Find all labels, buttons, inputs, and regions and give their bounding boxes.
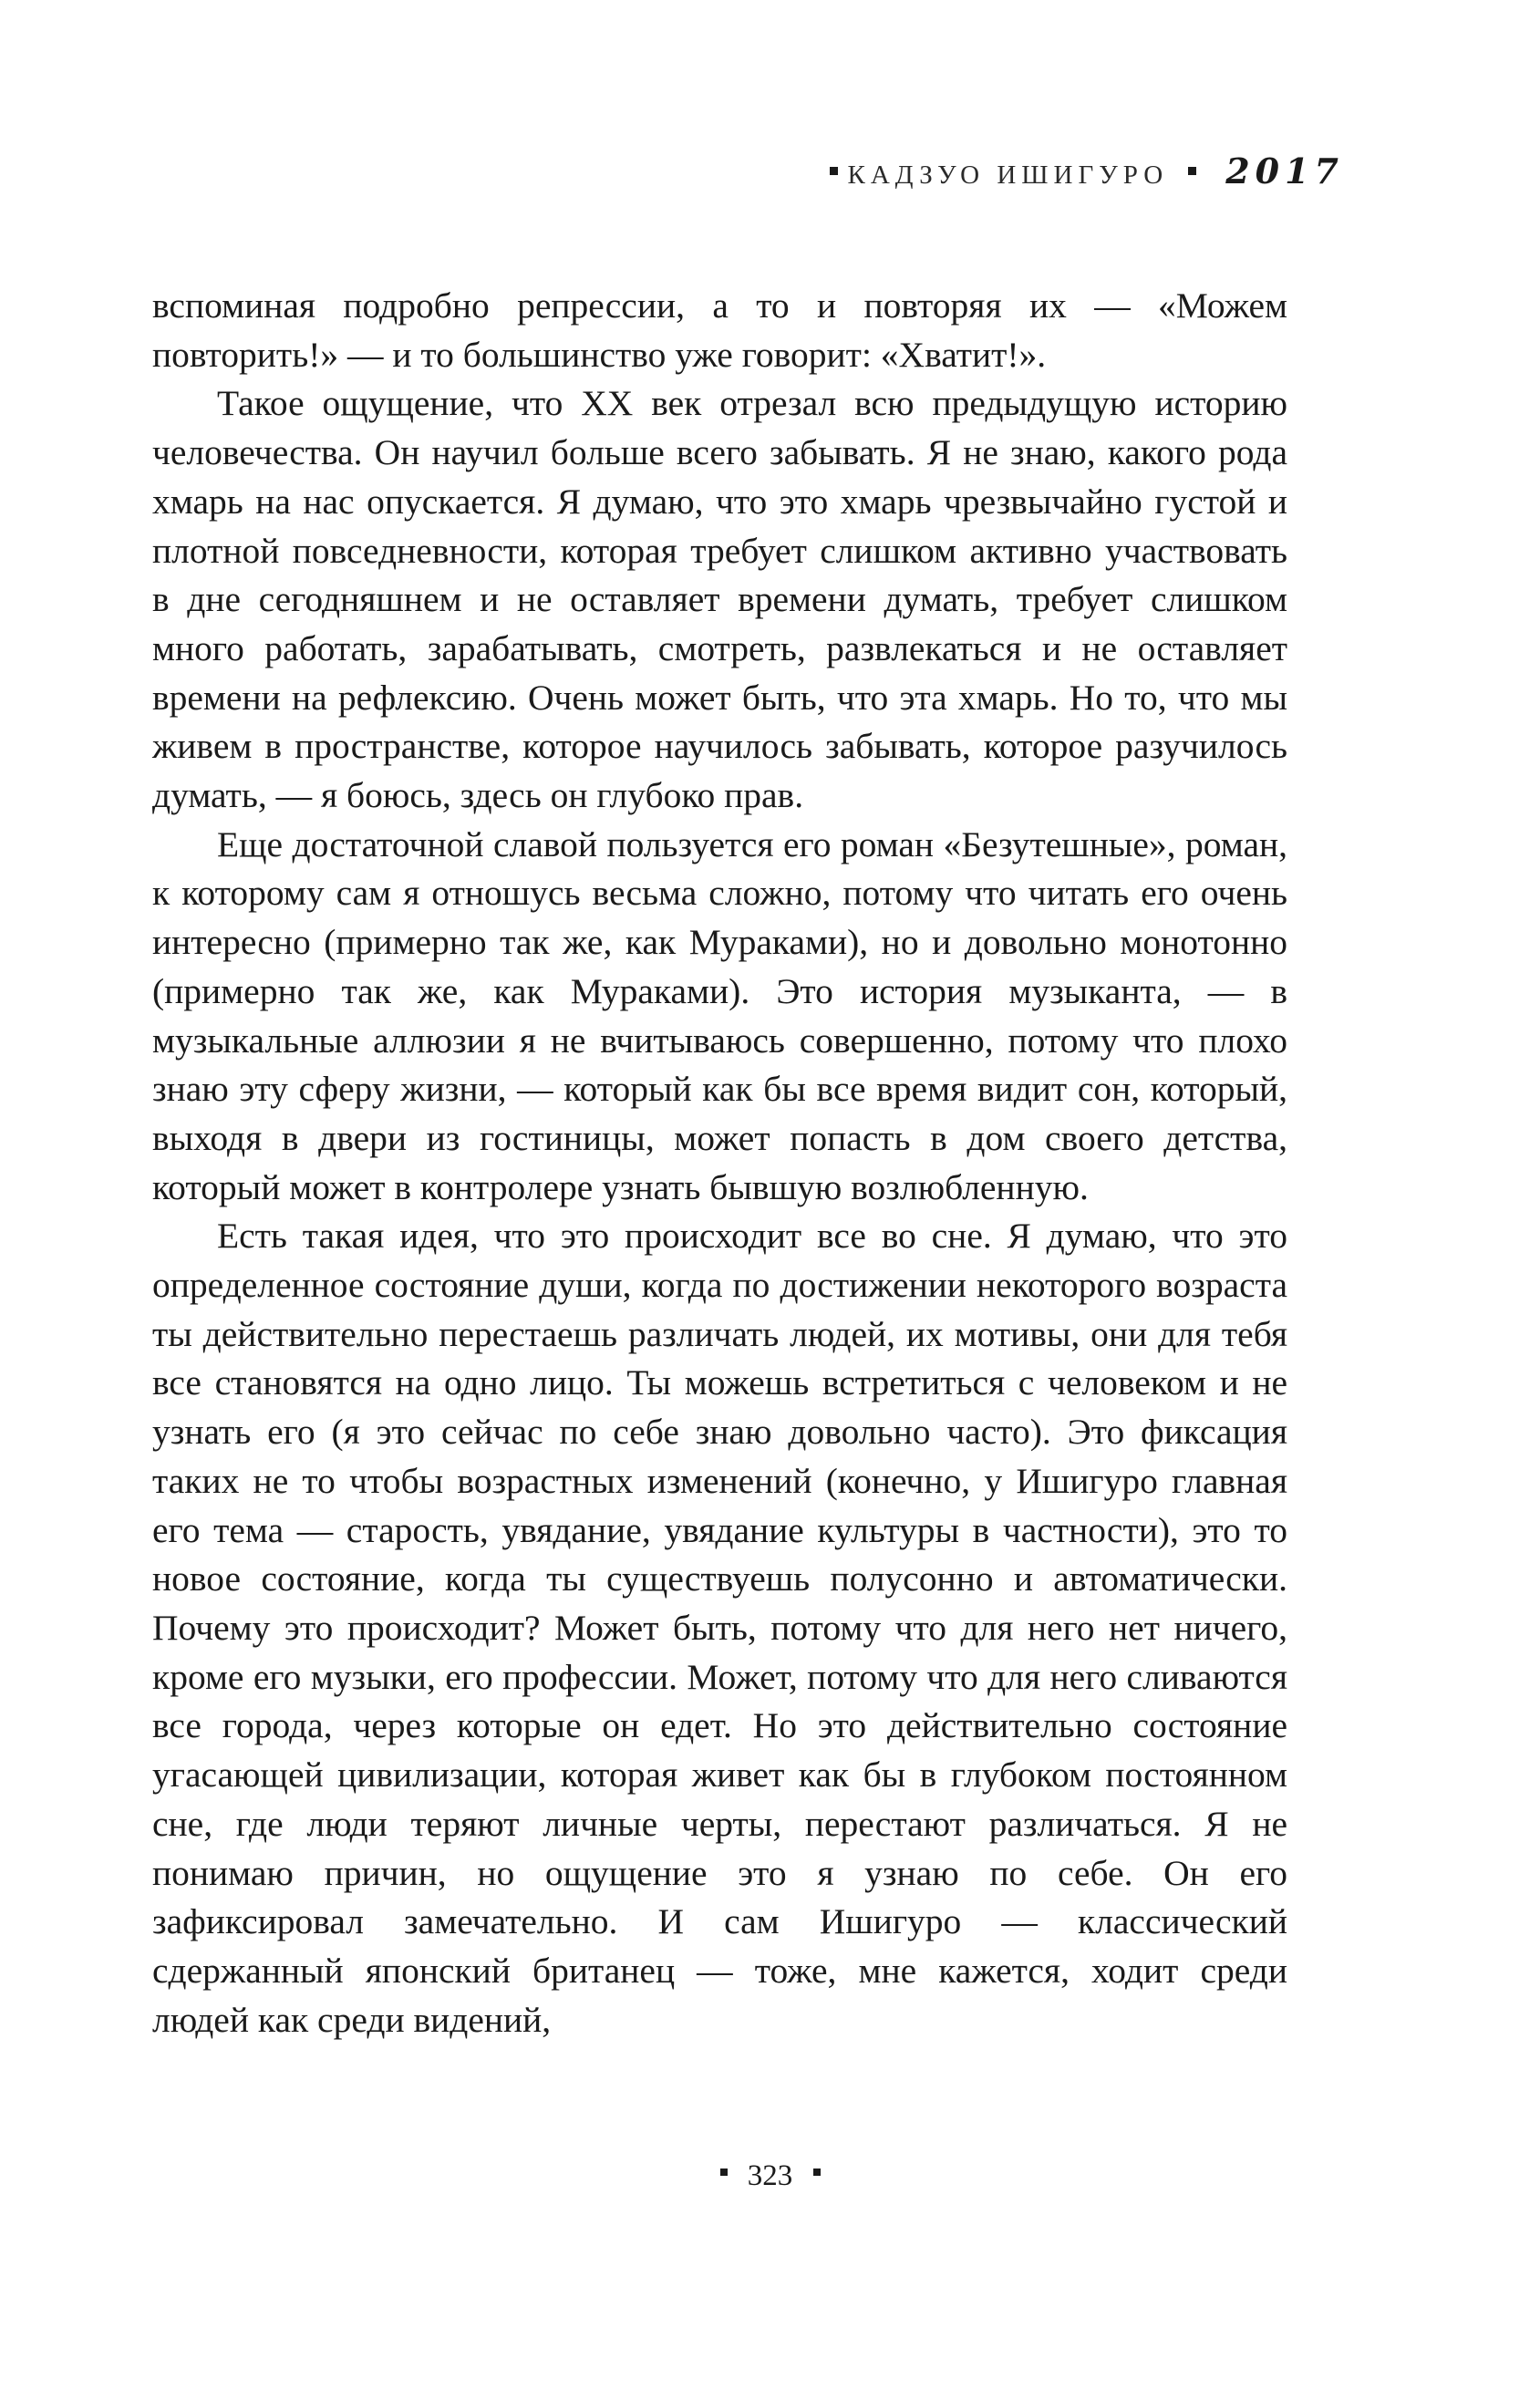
- body-text: [152, 282, 1287, 2044]
- paragraph: Еще достаточной славой пользуется его роман «Безутешные», роман, к которому сам я отношусь весьма сложно, потому что читать его очень интересно (примерно так же, как Мураками), но и довольно монотонно (примерно так же, как Мураками). Это история музыканта, — в музыкальные аллюзии я не вчитываюсь совершенно, потому что плохо знаю эту сферу жизни, — который как бы все время видит сон, который, выходя в двери из гостиницы, может попасть в дом своего детства, который может в контролере узнать бывшую возлюбленную.: [152, 823, 1287, 1207]
- header-author: КАДЗУО ИШИГУРО: [847, 160, 1169, 190]
- header-bullet-right: [1188, 167, 1196, 175]
- paragraph: Такое ощущение, что XX век отрезал всю предыдущую историю человечества. Он научил больше всего забывать. Я не знаю, какого рода хмарь на нас опускается. Я думаю, что это хмарь чрезвычайно густой и плотной повседневности, которая требует слишком активно участвовать в дне сегодняшнем и не оставляет времени думать, требует слишком много работать, зарабатывать, смотреть, развлекаться и не оставляет времени на рефлексию. Очень может быть, что эта хмарь. Но то, что мы живем в пространстве, которое научилось забывать, которое разучилось думать, — я боюсь, здесь он глубоко прав.: [152, 383, 1287, 816]
- paragraph: Есть такая идея, что это происходит все во сне. Я думаю, что это определенное состояние души, когда по достижении некоторого возраста ты действительно перестаешь различать людей, их мотивы, они для тебя все становятся на одно лицо. Ты можешь встретиться с человеком и не узнать его (я это сейчас по себе знаю довольно часто). Это фиксация таких не то чтобы возрастных изменений (конечно, у Ишигуро главная его тема — старость, увядание, увядание культуры в частности), это то новое состояние, когда ты существуешь полусонно и автоматически. Почему это происходит? Может быть, потому что для него нет ничего, кроме его музыки, его профессии. Может, потому что для него сливаются все города, через которые он едет. Но это действительно состояние угасающей цивилизации, которая живет как бы в глубоком постоянном сне, где люди теряют личные черты, перестают различаться. Я не понимаю причин, но ощущение это я узнаю по себе. Он его зафиксировал замечательно. И сам Ишигуро — классический сдержанный японский британец — тоже, мне кажется, ходит среди людей как среди видений,: [152, 1216, 1287, 2040]
- footer-bullet-left: [720, 2168, 728, 2176]
- running-header: [830, 150, 1344, 191]
- header-year: 2017: [1225, 150, 1344, 191]
- page-footer: [0, 2159, 1540, 2193]
- paragraph: вспоминая подробно репрессии, а то и повторяя их — «Можем повторить!» — и то большинство уже говорит: «Хватит!».: [152, 285, 1287, 375]
- page-number: 323: [747, 2159, 793, 2192]
- footer-bullet-right: [813, 2168, 821, 2176]
- header-bullet-left: [830, 167, 838, 175]
